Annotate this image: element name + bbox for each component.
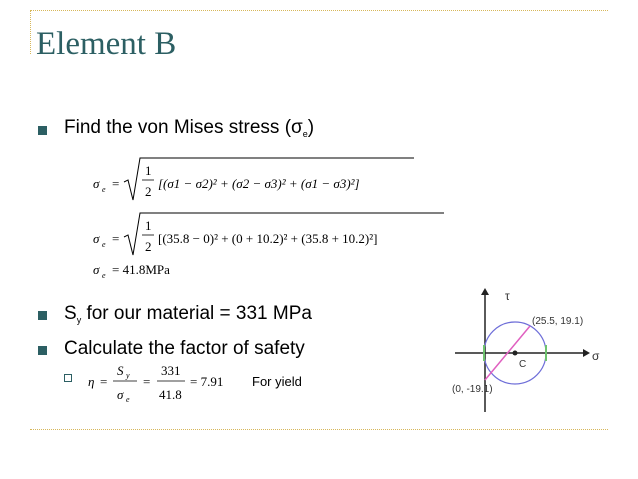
bullet-fos-text: Calculate the factor of safety (64, 338, 305, 359)
svg-text:=: = (143, 374, 151, 389)
point-top-label: (25.5, 19.1) (532, 316, 584, 327)
bullet-sy-symbol: S (64, 303, 77, 324)
point-bottom-label: (0, -19.1) (452, 384, 493, 395)
fos-numerator: 331 (161, 363, 181, 378)
sigma-axis-arrow (583, 349, 590, 357)
svg-text:e: e (102, 240, 106, 249)
svg-text:=: = (100, 374, 108, 389)
bullet-von-mises-end: ) (307, 117, 315, 138)
for-yield-label: For yield (252, 374, 302, 389)
bullet-von-mises-text: Find the von Mises stress (σ (64, 117, 303, 138)
svg-text:σ: σ (93, 231, 100, 246)
eq3-result: = 41.8MPa (112, 262, 170, 277)
bullet-sy-sub: y (76, 315, 82, 325)
svg-text:=: = (112, 231, 120, 246)
bullet-von-mises-sub: e (302, 129, 308, 139)
sigma-e-subscript: e (102, 185, 106, 194)
slide-title: Element B (36, 26, 177, 62)
sy-symbol: S (117, 363, 124, 378)
svg-text:1: 1 (145, 163, 152, 178)
svg-text:2: 2 (145, 239, 152, 254)
center-point (513, 351, 518, 356)
bullet-sy-text: for our material = 331 MPa (81, 303, 312, 324)
sigma-e-den: σ (117, 387, 124, 402)
svg-text:σ: σ (93, 262, 100, 277)
sigma-label: σ (592, 349, 600, 363)
svg-text:=: = (112, 176, 120, 191)
fos-result: = 7.91 (190, 374, 224, 389)
svg-text:2: 2 (145, 184, 152, 199)
fos-denominator: 41.8 (159, 387, 182, 402)
center-label: C (519, 359, 527, 370)
tau-axis-arrow (481, 288, 489, 295)
sy-subscript: y (126, 371, 130, 380)
eta-symbol: η (88, 374, 95, 389)
svg-text:e: e (102, 271, 106, 280)
eq1-body: [(σ1 − σ2)² + (σ2 − σ3)² + (σ1 − σ3)²] (158, 176, 360, 191)
svg-text:1: 1 (145, 218, 152, 233)
sigma-e-den-sub: e (126, 395, 130, 404)
sigma-e-symbol: σ (93, 176, 100, 191)
tau-label: τ (505, 289, 510, 303)
eq2-body: [(35.8 − 0)² + (0 + 10.2)² + (35.8 + 10.2)²] (158, 231, 378, 246)
